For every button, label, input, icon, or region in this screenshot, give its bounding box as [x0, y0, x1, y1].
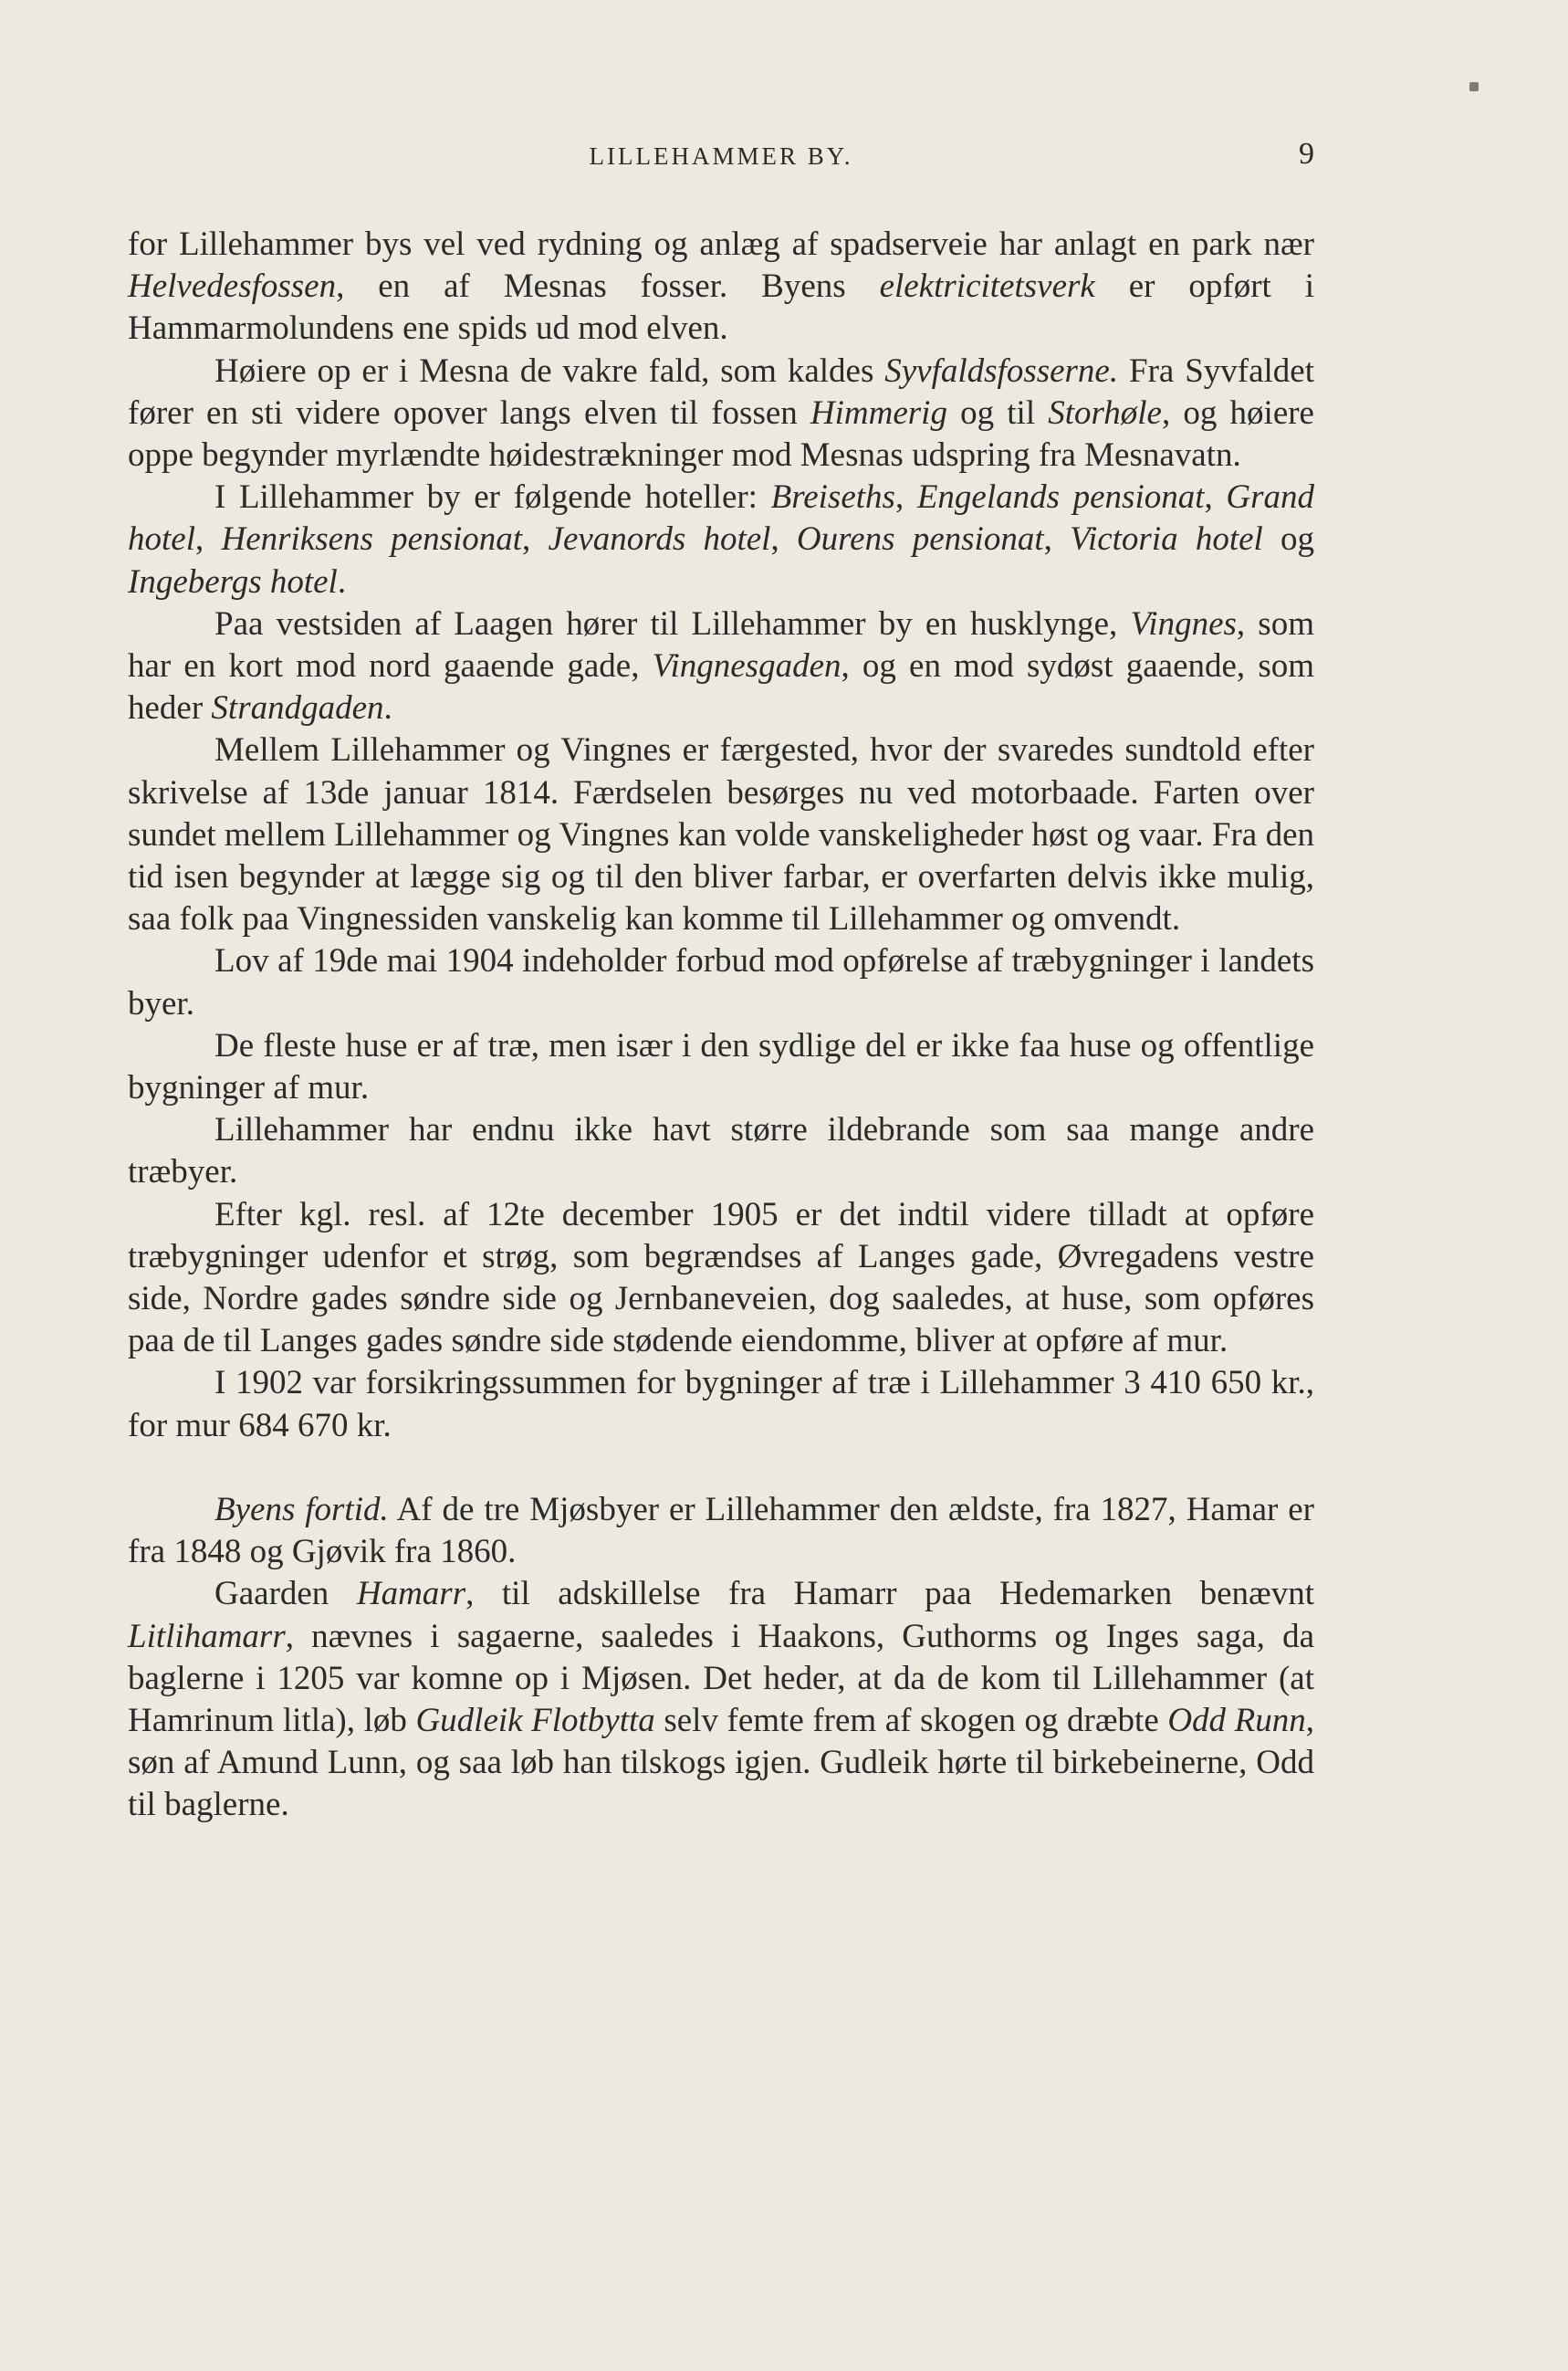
text-run: selv femte frem af skogen og dræbte — [654, 1701, 1168, 1739]
italic-text-run: Jevanords hotel — [548, 520, 771, 559]
paragraph — [128, 224, 1314, 351]
paragraph — [128, 729, 1314, 940]
paragraph — [128, 351, 1314, 477]
text-run: for Lillehammer bys vel ved rydning og anlæg af spadserveie har anlagt en park nær — [128, 226, 1314, 263]
text-run: , en af Mesnas fosser. Byens — [336, 268, 880, 306]
italic-text-run: Vingnes — [1130, 604, 1237, 643]
text-run: , søn af Amund Lunn, og saa løb han tilskogs igjen. Gudleik hørte til birkebeinerne, Odd til baglerne. — [128, 1701, 1314, 1824]
text-run: Af de tre Mjøsbyer er Lillehammer den ældste, fra 1827, Hamar er fra 1848 og Gjøvik fra 1860. — [128, 1490, 1314, 1571]
italic-text-run: Engelands pensionat — [916, 478, 1205, 517]
paragraph — [128, 1194, 1314, 1363]
text-run: Mellem Lillehammer og Vingnes er færgested, hvor der svaredes sundtold efter skrivelse af 13de januar 1814. Færdselen besørges nu ved motorbaade. Farten over sundet mellem Lillehammer og Vingnes kan volde vanskeligheder høst og vaar. Fra den tid isen begynder at lægge sig og til den bliver farbar, er overfarten delvis ikke mulig, saa folk paa Vingnessiden vanskelig kan komme til Lillehammer og omvendt. — [128, 731, 1314, 939]
italic-text-run: Hamarr — [356, 1575, 466, 1613]
text-run: De fleste huse er af træ, men især i den sydlige del er ikke faa huse og offentlige bygninger af mur. — [128, 1026, 1314, 1107]
italic-text-run: Byens fortid. — [214, 1490, 389, 1528]
text-run: , — [894, 478, 917, 517]
paragraph — [128, 1109, 1314, 1193]
text-run: , nævnes i sagaerne, saaledes i Haakons, Guthorms og Inges saga, da baglerne i 1205 var komne op i Mjøsen. Det heder, at da de kom til Lillehammer (at Hamrinum litla), løb — [128, 1617, 1314, 1739]
italic-text-run: Helvedesfossen — [128, 268, 337, 306]
text-run: Høiere op er i Mesna de vakre fald, som kaldes — [214, 351, 885, 390]
text-run: og til — [946, 393, 1049, 432]
text-run: Paa vestsiden af Laagen hører til Lillehammer by en husklynge, — [214, 604, 1131, 643]
italic-text-run: Henriksens pensionat — [221, 520, 523, 559]
italic-text-run: Syvfaldsfosserne. — [884, 351, 1119, 390]
italic-text-run: Ourens pensionat — [796, 520, 1044, 559]
italic-text-run: Odd Runn — [1167, 1701, 1306, 1739]
running-head-title: LILLEHAMMER BY. — [589, 142, 853, 170]
running-head — [128, 137, 1314, 183]
paragraph — [128, 1489, 1314, 1573]
text-run: Lillehammer har endnu ikke havt større ildebrande som saa mange andre træbyer. — [128, 1111, 1314, 1191]
paragraph — [128, 1573, 1314, 1826]
italic-text-run: Litlihamarr — [128, 1617, 286, 1655]
text-run: , — [1204, 478, 1227, 517]
paragraph — [128, 1362, 1314, 1446]
page-number: 9 — [1299, 137, 1314, 171]
text-run: , — [194, 520, 222, 559]
italic-text-run: Gudleik Flotbytta — [415, 1701, 655, 1739]
text-run: , — [770, 520, 797, 559]
text-run: , til adskillelse fra Hamarr paa Hedemarken benævnt — [465, 1575, 1314, 1613]
italic-text-run: Grand hotel — [128, 478, 1315, 559]
italic-text-run: Victoria hotel — [1070, 520, 1263, 559]
paragraph — [128, 1025, 1314, 1109]
text-run: Gaarden — [214, 1575, 357, 1613]
italic-text-run: Himmerig — [810, 393, 947, 432]
text-run: I 1902 var forsikringssummen for bygninger af træ i Lillehammer 3 410 650 kr., for mur 684 670 kr. — [128, 1364, 1314, 1444]
italic-text-run: Strandgaden — [211, 689, 384, 728]
paragraph — [128, 603, 1314, 730]
paragraph — [128, 940, 1314, 1024]
text-run: og — [1262, 520, 1315, 559]
text-run: , — [522, 520, 549, 559]
text-run: Fra Syvfaldet fører en sti videre opover langs elven til fossen — [128, 351, 1314, 432]
italic-text-run: Vingnesgaden — [652, 647, 841, 686]
text-run: . — [337, 562, 347, 601]
text-run: , og høiere oppe begynder myrlændte høidestrækninger mod Mesnas udspring fra Mesnavatn. — [128, 393, 1314, 475]
text-run: . — [383, 689, 392, 728]
paragraph — [128, 477, 1314, 603]
ink-speck — [1469, 82, 1479, 91]
italic-text-run: Breiseths — [770, 478, 895, 517]
italic-text-run: elektricitetsverk — [879, 268, 1095, 306]
italic-text-run: Ingebergs hotel — [128, 562, 338, 601]
body-text — [128, 224, 1314, 1827]
text-run: I Lillehammer by er følgende hoteller: — [214, 478, 771, 517]
text-run: Lov af 19de mai 1904 indeholder forbud mod opførelse af træbygninger i landets byer. — [128, 942, 1314, 1023]
italic-text-run: Storhøle — [1048, 393, 1162, 432]
text-run: , — [1043, 520, 1071, 559]
text-run: er opført i Hammarmolundens ene spids ud mod elven. — [128, 268, 1314, 348]
text-run: , og en mod sydøst gaaende, som heder — [128, 647, 1314, 728]
text-run: Efter kgl. resl. af 12te december 1905 er det indtil videre tilladt at opføre træbygninger udenfor et strøg, som begrændses af Langes gade, Øvregadens vestre side, Nordre gades søndre side og Jernbaneveien, dog saaledes, at huse, som opføres paa de til Langes gades søndre side stødende eiendomme, bliver at opføre af mur. — [128, 1195, 1314, 1360]
text-run: , som har en kort mod nord gaaende gade, — [128, 604, 1314, 686]
